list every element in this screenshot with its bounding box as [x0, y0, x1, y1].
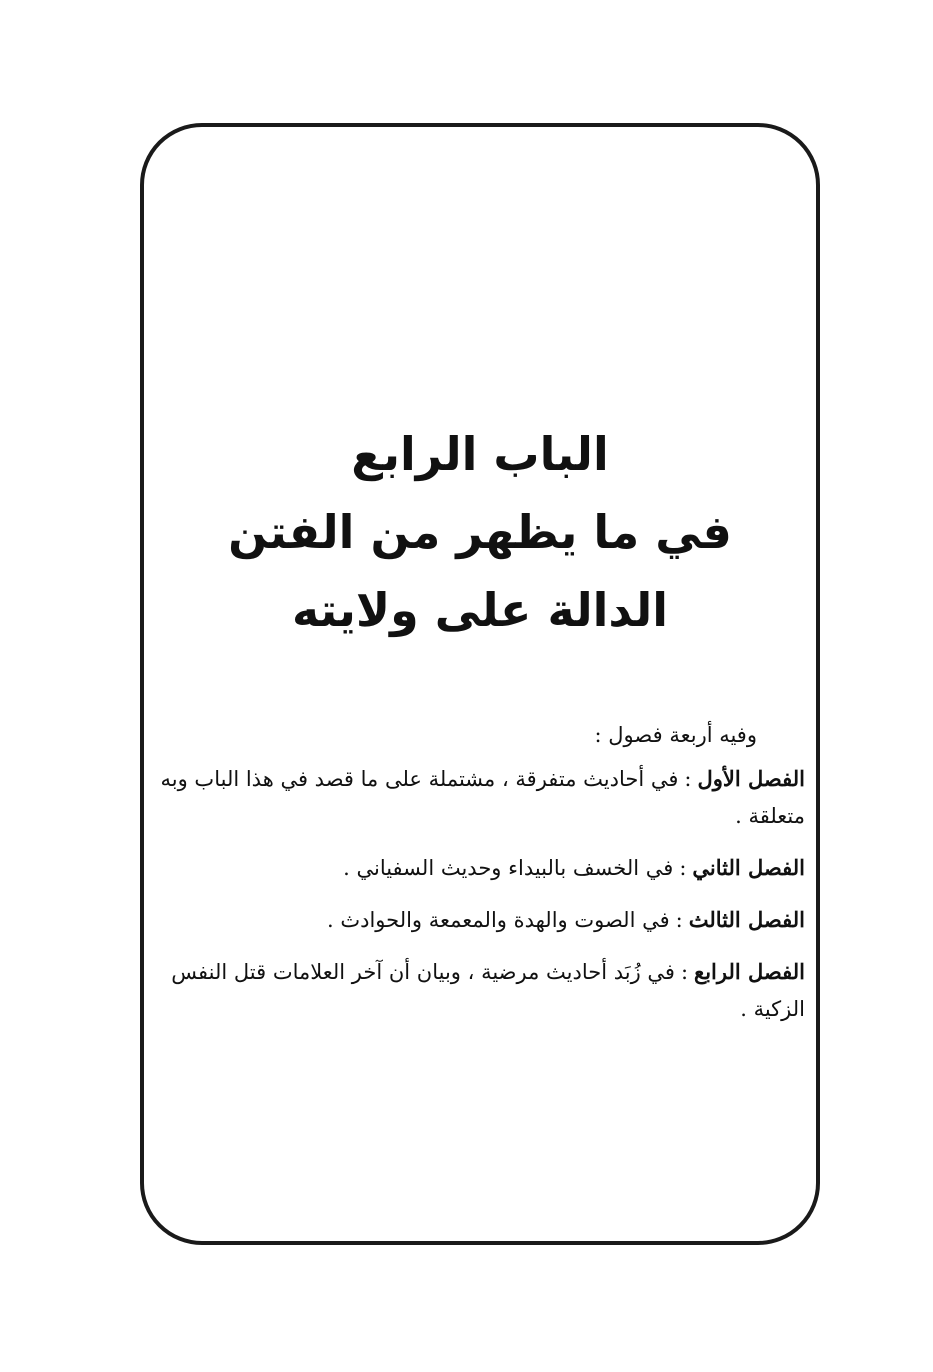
section-description: في الخسف بالبيداء وحديث السفياني .	[343, 856, 674, 880]
chapter-title-line-2: في ما يظهر من الفتن	[228, 505, 732, 559]
section-item-1	[160, 760, 805, 835]
section-heading: الفصل الثاني	[692, 855, 805, 880]
section-heading: الفصل الثالث	[688, 907, 805, 932]
section-heading: الفصل الأول	[697, 766, 805, 791]
colon-separator: :	[680, 960, 689, 984]
section-item-4	[160, 953, 805, 1028]
section-description: في أحاديث متفرقة ، مشتملة على ما قصد في هذا الباب وبه متعلقة .	[160, 767, 805, 828]
sections-list	[160, 720, 805, 1042]
section-item-2	[160, 849, 805, 887]
colon-separator: :	[684, 767, 692, 791]
page-border-frame	[140, 123, 820, 1245]
colon-separator: :	[675, 908, 683, 932]
colon-separator: :	[679, 856, 687, 880]
section-description: في زُبَد أحاديث مرضية ، وبيان أن آخر العلامات قتل النفس الزكية .	[171, 960, 805, 1021]
section-item-3	[160, 901, 805, 939]
section-description: في الصوت والهدة والمعمعة والحوادث .	[326, 908, 670, 932]
chapter-title-line-1: الباب الرابع	[351, 427, 609, 481]
section-heading: الفصل الرابع	[694, 959, 805, 984]
chapter-title-line-3: الدالة على ولايته	[291, 583, 669, 637]
chapter-title-block	[140, 415, 820, 649]
sections-intro: وفيه أربعة فصول :	[594, 723, 757, 747]
